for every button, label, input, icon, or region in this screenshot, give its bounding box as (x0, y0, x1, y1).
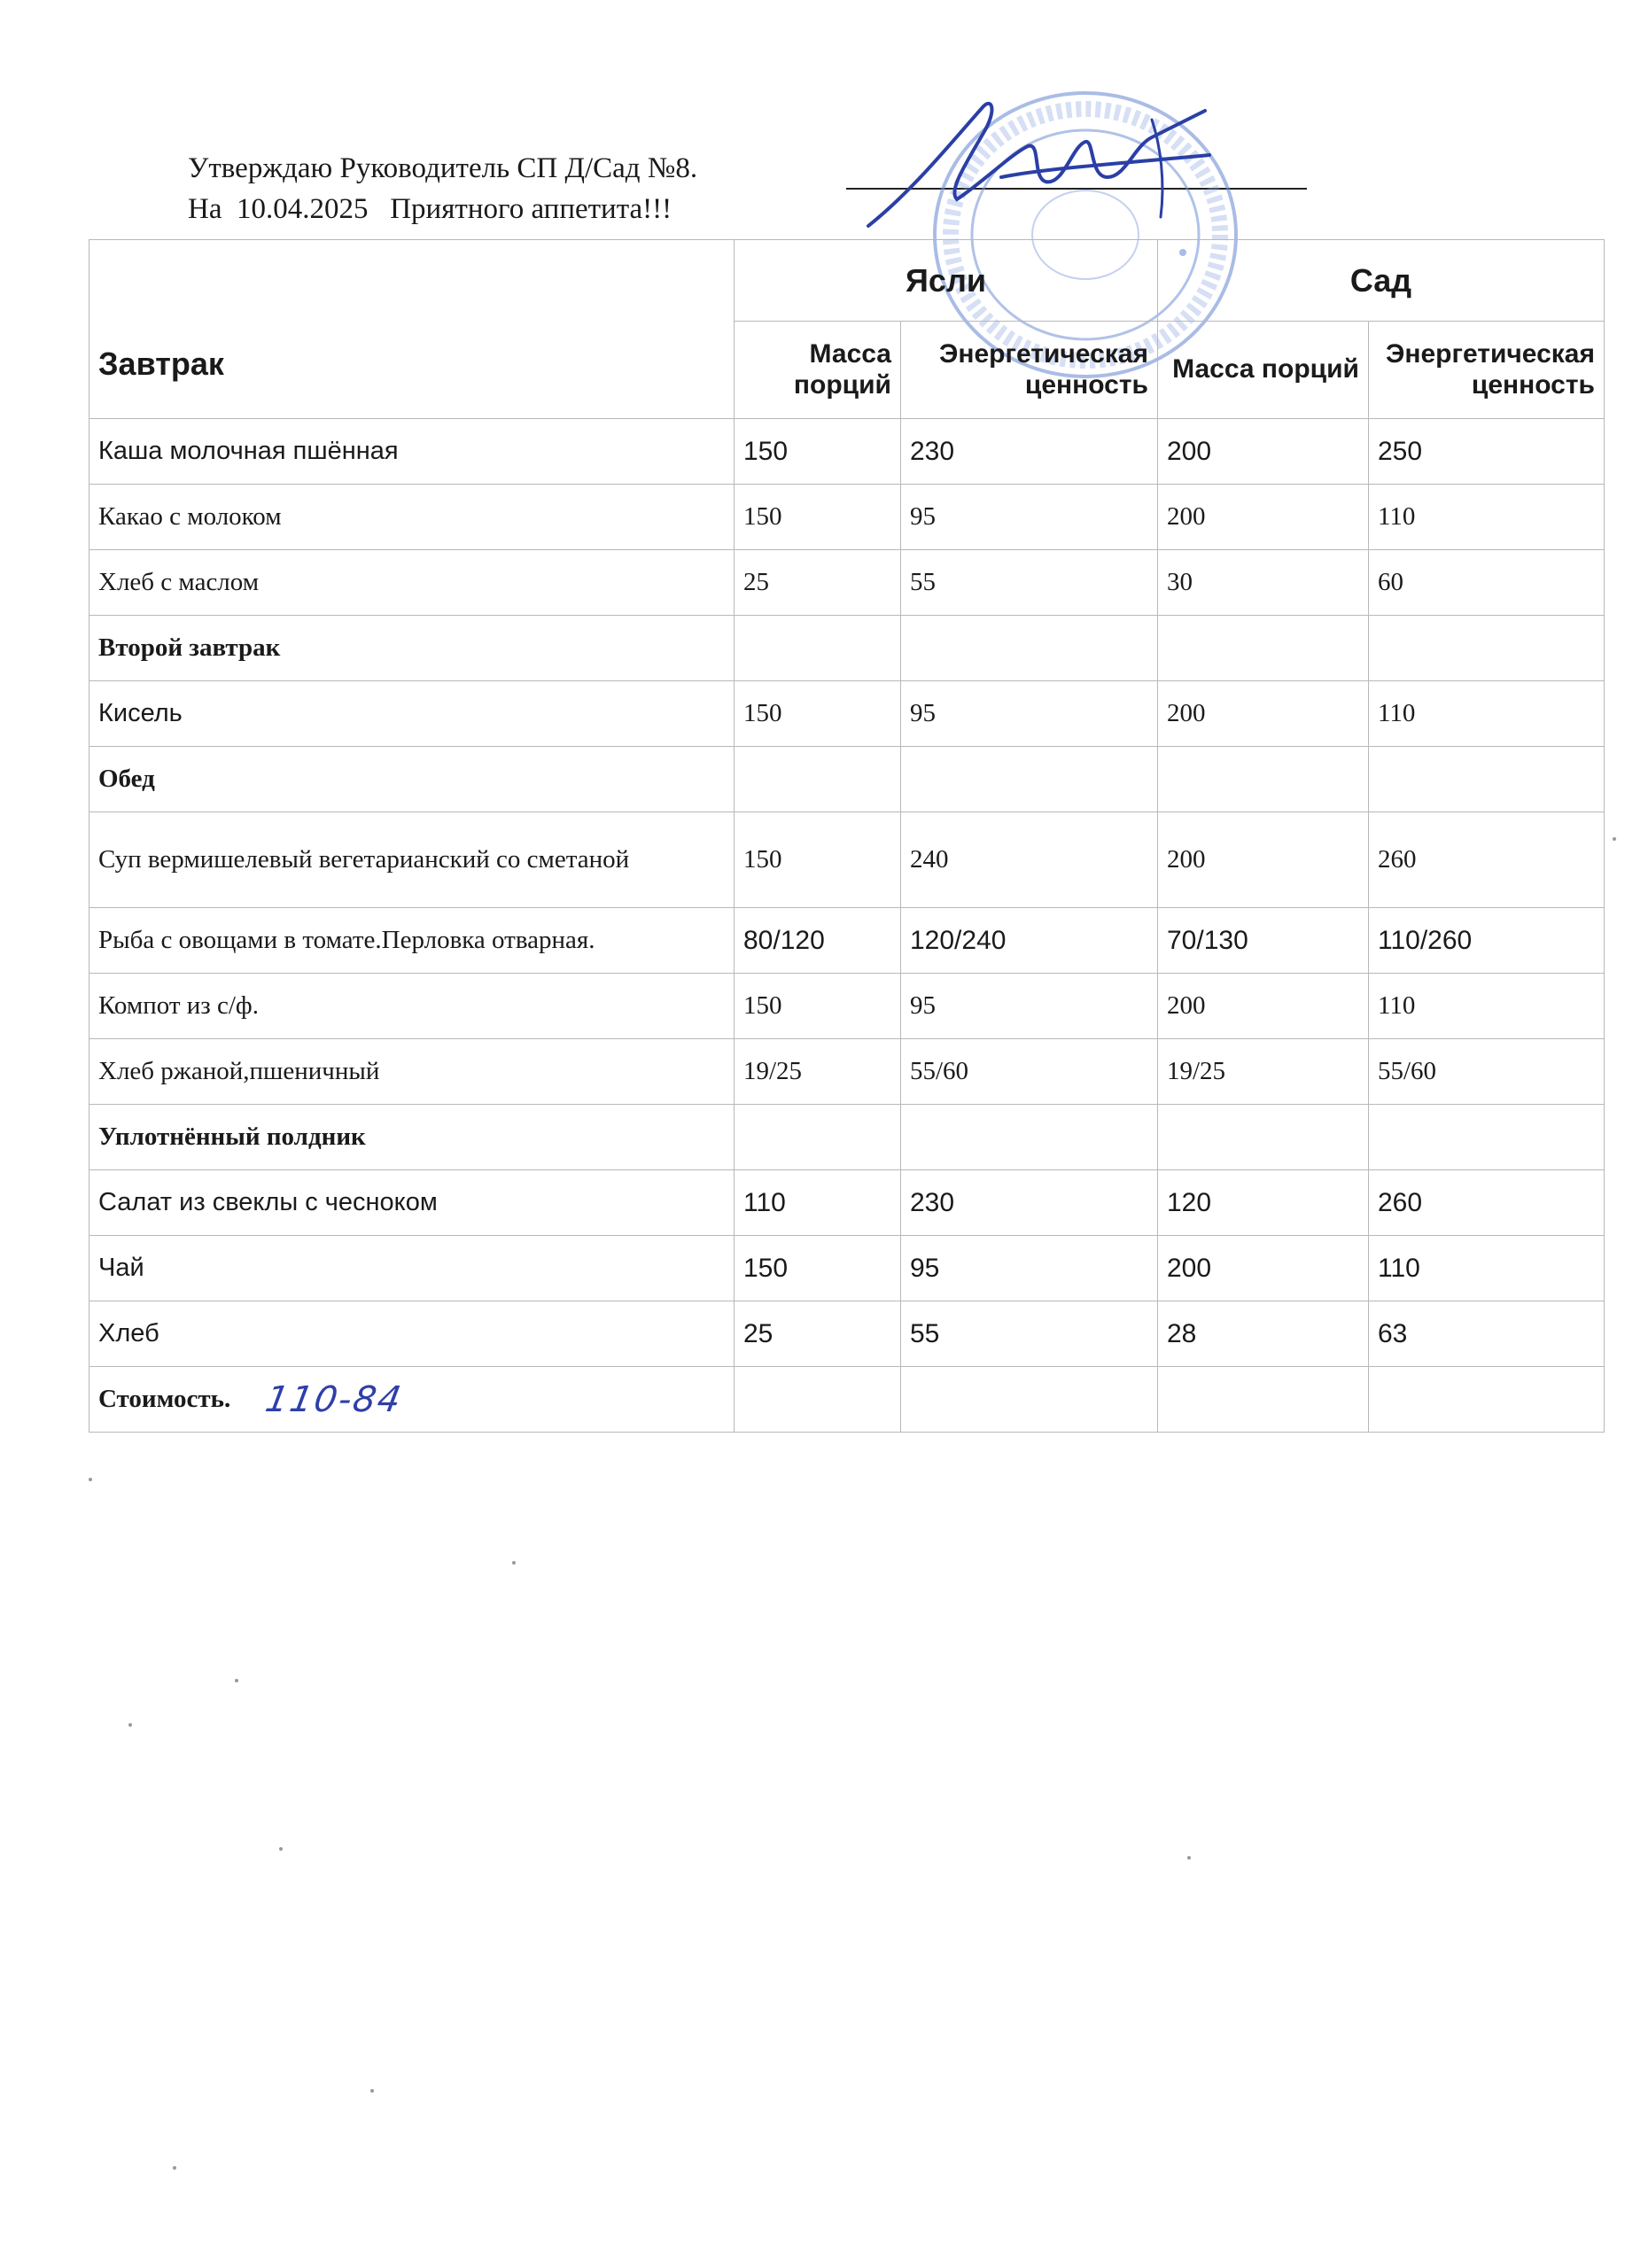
dish-value: 63 (1369, 1301, 1605, 1367)
dish-value: 150 (735, 419, 901, 485)
section-row (89, 1105, 1605, 1170)
dish-value: 80/120 (735, 908, 901, 974)
group-header-kindergarten: Сад (1158, 240, 1605, 322)
dish-value: 200 (1158, 485, 1369, 550)
column-header: Масса порций (1158, 322, 1369, 419)
dish-value: 200 (1158, 812, 1369, 908)
dish-value: 95 (901, 681, 1158, 747)
scan-speck (89, 1478, 92, 1481)
date-line: На 10.04.2025 Приятного аппетита!!! (188, 193, 672, 225)
dish-value: 55 (901, 550, 1158, 616)
scan-speck (1613, 837, 1616, 841)
scan-speck (370, 2089, 374, 2093)
column-header: Энергетическая ценность (901, 322, 1158, 419)
section-row (89, 616, 1605, 681)
dish-value: 25 (735, 550, 901, 616)
dish-name: Чай (89, 1236, 735, 1301)
dish-value: 200 (1158, 974, 1369, 1039)
dish-name: Хлеб ржаной,пшеничный (89, 1039, 735, 1105)
dish-value: 19/25 (1158, 1039, 1369, 1105)
table-row (89, 1301, 1605, 1367)
dish-value: 110/260 (1369, 908, 1605, 974)
dish-name: Хлеб (89, 1301, 735, 1367)
dish-name: Компот из с/ф. (89, 974, 735, 1039)
dish-value: 30 (1158, 550, 1369, 616)
table-row (89, 1170, 1605, 1236)
scan-speck (128, 1723, 132, 1727)
dish-value: 60 (1369, 550, 1605, 616)
scan-speck (512, 1561, 516, 1565)
dish-value: 200 (1158, 1236, 1369, 1301)
dish-value: 55/60 (1369, 1039, 1605, 1105)
column-header: Масса порций (735, 322, 901, 419)
cost-value: 110-84 (262, 1379, 406, 1420)
dish-value: 110 (1369, 974, 1605, 1039)
meal-header: Завтрак (89, 240, 735, 419)
table-row (89, 974, 1605, 1039)
group-header-nursery: Ясли (735, 240, 1158, 322)
table-row (89, 681, 1605, 747)
section-title: Уплотнённый полдник (89, 1105, 735, 1170)
table-row (89, 1236, 1605, 1301)
dish-value: 150 (735, 812, 901, 908)
approval-line: Утверждаю Руководитель СП Д/Сад №8. (188, 152, 698, 184)
menu-table (89, 239, 1605, 1433)
section-title: Обед (89, 747, 735, 812)
column-header: Энергетическая ценность (1369, 322, 1605, 419)
dish-value: 95 (901, 485, 1158, 550)
cost-label: Стоимость. (98, 1385, 231, 1413)
dish-value: 110 (1369, 681, 1605, 747)
dish-value: 200 (1158, 681, 1369, 747)
dish-name: Какао с молоком (89, 485, 735, 550)
section-row (89, 747, 1605, 812)
dish-value: 230 (901, 419, 1158, 485)
dish-value: 110 (1369, 485, 1605, 550)
dish-name: Рыба с овощами в томате.Перловка отварная. (89, 908, 735, 974)
dish-value: 240 (901, 812, 1158, 908)
dish-value: 110 (1369, 1236, 1605, 1301)
dish-value: 230 (901, 1170, 1158, 1236)
dish-value: 95 (901, 974, 1158, 1039)
cost-cell (89, 1367, 735, 1433)
table-row (89, 550, 1605, 616)
section-title: Второй завтрак (89, 616, 735, 681)
scan-speck (173, 2166, 176, 2170)
dish-value: 55 (901, 1301, 1158, 1367)
table-row (89, 419, 1605, 485)
dish-value: 19/25 (735, 1039, 901, 1105)
dish-value: 150 (735, 1236, 901, 1301)
dish-value: 150 (735, 974, 901, 1039)
dish-value: 120/240 (901, 908, 1158, 974)
dish-value: 110 (735, 1170, 901, 1236)
table-row (89, 908, 1605, 974)
dish-name: Салат из свеклы с чесноком (89, 1170, 735, 1236)
dish-value: 28 (1158, 1301, 1369, 1367)
scan-speck (235, 1679, 238, 1682)
dish-value: 70/130 (1158, 908, 1369, 974)
dish-name: Хлеб с маслом (89, 550, 735, 616)
dish-value: 150 (735, 681, 901, 747)
dish-value: 25 (735, 1301, 901, 1367)
dish-value: 250 (1369, 419, 1605, 485)
table-row (89, 485, 1605, 550)
dish-name: Каша молочная пшённая (89, 419, 735, 485)
dish-value: 55/60 (901, 1039, 1158, 1105)
scan-speck (1187, 1856, 1191, 1860)
dish-name: Суп вермишелевый вегетарианский со сметаной (89, 812, 735, 908)
dish-value: 200 (1158, 419, 1369, 485)
scan-speck (279, 1847, 283, 1851)
dish-name: Кисель (89, 681, 735, 747)
table-row (89, 812, 1605, 908)
table-row (89, 1039, 1605, 1105)
cost-row (89, 1367, 1605, 1433)
dish-value: 150 (735, 485, 901, 550)
dish-value: 260 (1369, 1170, 1605, 1236)
dish-value: 95 (901, 1236, 1158, 1301)
dish-value: 260 (1369, 812, 1605, 908)
dish-value: 120 (1158, 1170, 1369, 1236)
